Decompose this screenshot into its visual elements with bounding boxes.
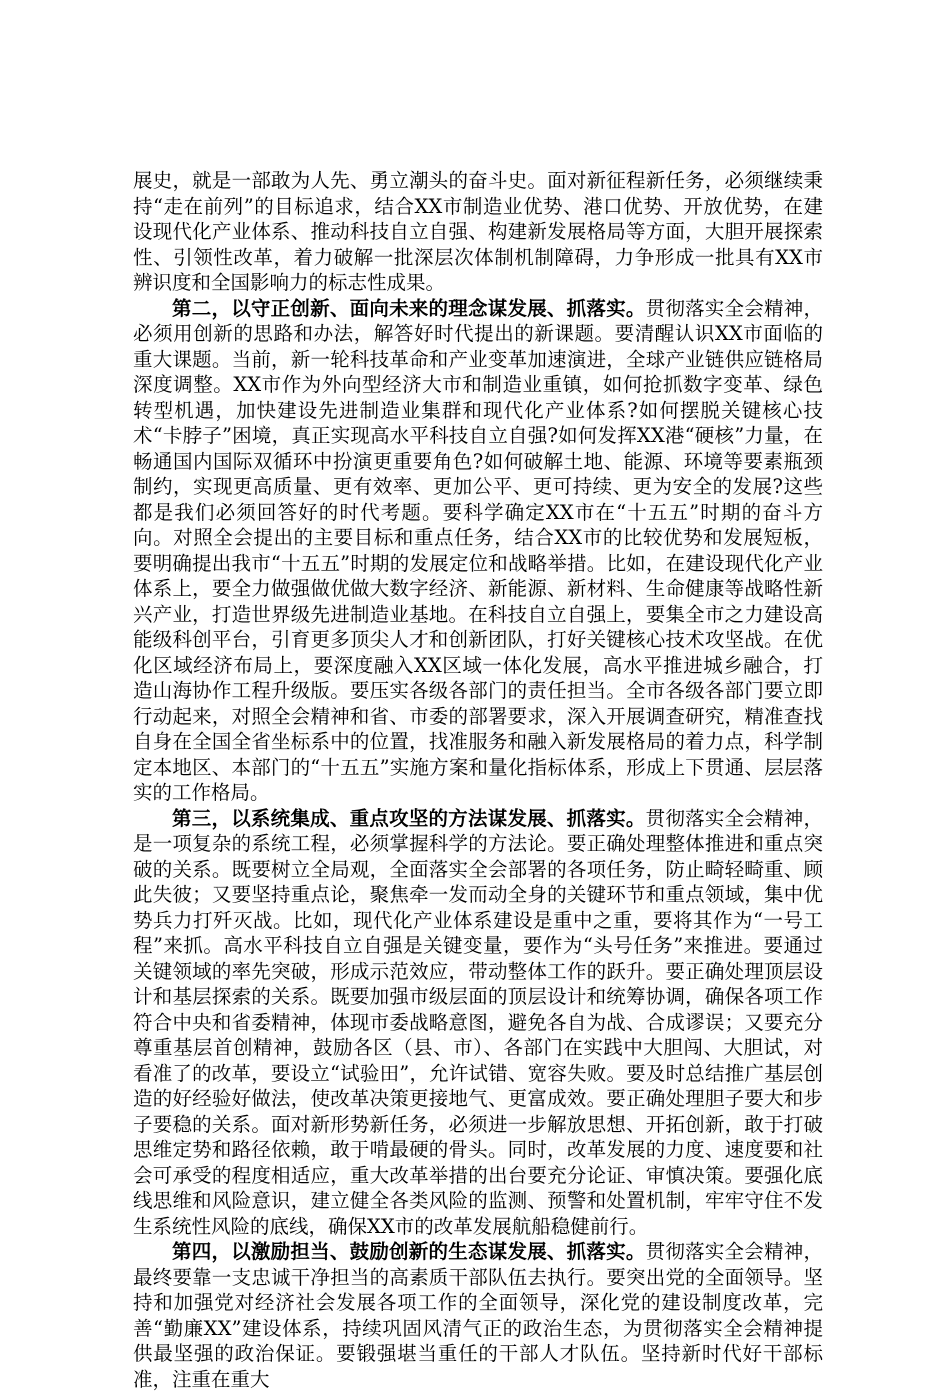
- paragraph-fourth: [133, 1239, 823, 1392]
- paragraph-second-heading: 第二，以守正创新、面向未来的理念谋发展、抓落实。: [172, 296, 646, 320]
- paragraph-third-body: 贯彻落实全会精神，是一项复杂的系统工程，必须掌握科学的方法论。要正确处理整体推进和重点突破的关系。既要树立全局观，全面落实全会部署的各项任务，防止畸轻畸重、顾此失彼；又要坚持重点论，聚焦牵一发而动全身的关键环节和重点领域，集中优势兵力打歼灭战。比如，现代化产业体系建设是重中之重，要将其作为“一号工程”来抓。高水平科技自立自强是关键变量，要作为“头号任务”来推进。要通过关键领域的率先突破，形成示范效应，带动整体工作的跃升。要正确处理顶层设计和基层探索的关系。既要加强市级层面的顶层设计和统筹协调，确保各项工作符合中央和省委精神，体现市委战略意图，避免各自为战、合成谬误；又要充分尊重基层首创精神，鼓励各区（县、市）、各部门在实践中大胆闯、大胆试，对看准了的改革，要设立“试验田”，允许试错、宽容失败。要及时总结推广基层创造的好经验好做法，使改革决策更接地气、更富成效。要正确处理胆子要大和步子要稳的关系。面对新形势新任务，必须进一步解放思想、开拓创新，敢于打破思维定势和路径依赖，敢于啃最硬的骨头。同时，改革发展的力度、速度要和社会可承受的程度相适应，重大改革举措的出台要充分论证、审慎决策。要强化底线思维和风险意识，建立健全各类风险的监测、预警和处置机制，牢牢守住不发生系统性风险的底线，确保XX市的改革发展航船稳健前行。: [133, 806, 823, 1238]
- document-page: [133, 168, 823, 1392]
- paragraph-third-heading: 第三，以系统集成、重点攻坚的方法谋发展、抓落实。: [172, 806, 646, 830]
- paragraph-fourth-body: 贯彻落实全会精神，最终要靠一支忠诚干净担当的高素质干部队伍去执行。要突出党的全面领导。坚持和加强党对经济社会发展各项工作的全面领导，深化党的建设制度改革，完善“勤廉XX”建设体系，持续巩固风清气正的政治生态，为贯彻落实全会精神提供最坚强的政治保证。要锻强堪当重任的干部人才队伍。坚持新时代好干部标准，注重在重大: [133, 1240, 823, 1391]
- paragraph-second-body: 贯彻落实全会精神，必须用创新的思路和办法，解答好时代提出的新课题。要清醒认识XX市面临的重大课题。当前，新一轮科技革命和产业变革加速演进，全球产业链供应链格局深度调整。XX市作为外向型经济大市和制造业重镇，如何抢抓数字变革、绿色转型机遇，加快建设先进制造业集群和现代化产业体系?如何摆脱关键核心技术“卡脖子”困境，真正实现高水平科技自立自强?如何发挥XX港“硬核”力量，在畅通国内国际双循环中扮演更重要角色?如何破解土地、能源、环境等要素瓶颈制约，实现更高质量、更有效率、更加公平、更可持续、更为安全的发展?这些都是我们必须回答好的时代考题。要科学确定XX市在“十五五”时期的奋斗方向。对照全会提出的主要目标和重点任务，结合XX市的比较优势和发展短板，要明确提出我市“十五五”时期的发展定位和战略举措。比如，在建设现代化产业体系上，要全力做强做优做大数字经济、新能源、新材料、生命健康等战略性新兴产业，打造世界级先进制造业基地。在科技自立自强上，要集全市之力建设高能级科创平台，引育更多顶尖人才和创新团队，打好关键核心技术攻坚战。在优化区域经济布局上，要深度融入XX区域一体化发展，高水平推进城乡融合，打造山海协作工程升级版。要压实各级各部门的责任担当。全市各级各部门要立即行动起来，对照全会精神和省、市委的部署要求，深入开展调查研究，精准查找自身在全国全省坐标系中的位置，找准服务和融入新发展格局的着力点，科学制定本地区、本部门的“十五五”实施方案和量化指标体系，形成上下贯通、层层落实的工作格局。: [133, 296, 823, 804]
- paragraph-third: [133, 806, 823, 1240]
- paragraph-intro: [133, 168, 823, 296]
- paragraph-intro-body: 展史，就是一部敢为人先、勇立潮头的奋斗史。面对新征程新任务，必须继续秉持“走在前列”的目标追求，结合XX市制造业优势、港口优势、开放优势，在建设现代化产业体系、推动科技自立自强、构建新发展格局等方面，大胆开展探索性、引领性改革，着力破解一批深层次体制机制障碍，力争形成一批具有XX市辨识度和全国影响力的标志性成果。: [133, 169, 823, 294]
- paragraph-second: [133, 296, 823, 806]
- paragraph-fourth-heading: 第四，以激励担当、鼓励创新的生态谋发展、抓落实。: [172, 1240, 646, 1263]
